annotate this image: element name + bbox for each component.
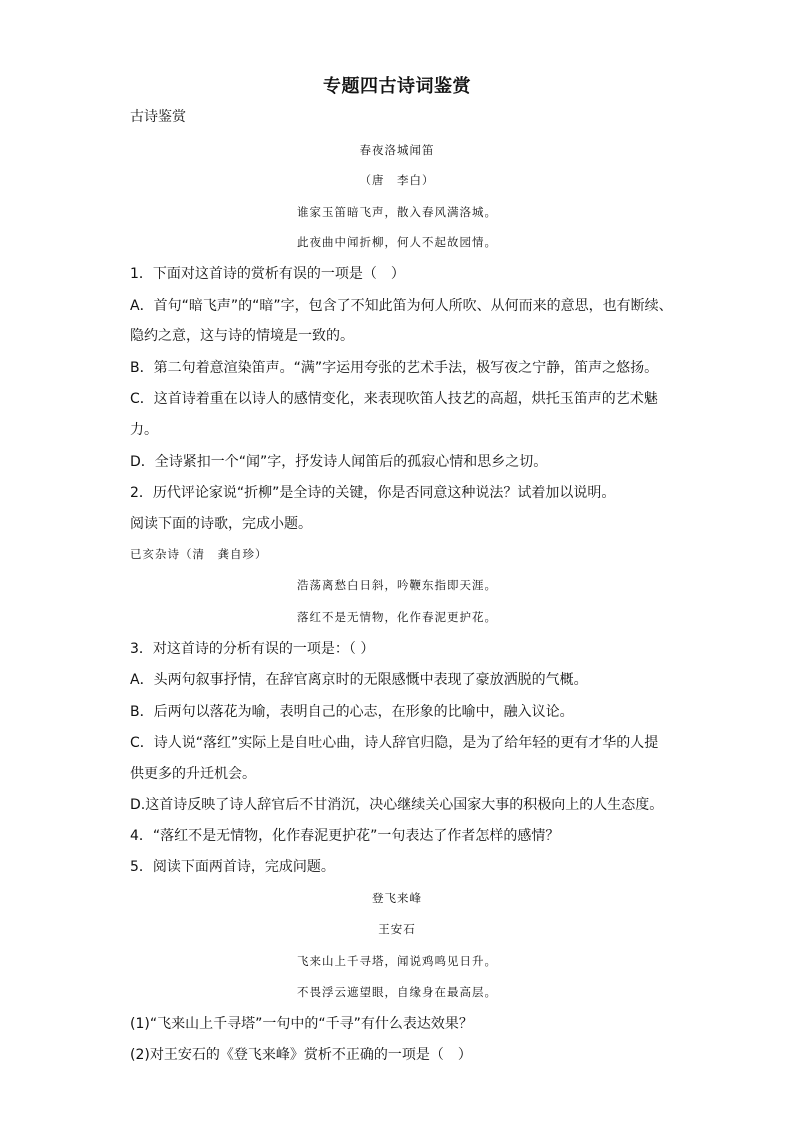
poem2-line: 浩荡离愁白日斜，吟鞭东指即天涯。 — [297, 578, 497, 592]
question-1-option-a: A．首句“暗飞声”的“暗”字，包含了不知此笛为何人所吹、从何而来的意思，也有断续、 — [130, 298, 673, 314]
question-5-sub-1: (1)“飞来山上千寻塔”一句中的“千寻”有什么表达效果？ — [130, 1016, 473, 1032]
question-5-sub-2: (2)对王安石的《登飞来峰》赏析不正确的一项是（ ） — [130, 1047, 472, 1063]
question-1-option-a-cont: 隐约之意，这与诗的情境是一致的。 — [130, 328, 354, 344]
question-4-stem: 4．“落红不是无情物，化作春泥更护花”一句表达了作者怎样的感情？ — [130, 828, 560, 844]
question-3-stem: 3．对这首诗的分析有误的一项是：（ ） — [130, 641, 375, 657]
poem2-line: 落红不是无情物，化作春泥更护花。 — [297, 610, 497, 624]
question-1-option-b: B．第二句着意渲染笛声。“满”字运用夸张的艺术手法，极写夜之宁静，笛声之悠扬。 — [130, 360, 659, 376]
section-heading: 古诗鉴赏 — [130, 109, 186, 125]
poem1-title: 春夜洛城闻笛 — [359, 143, 435, 157]
question-1-option-d: D．全诗紧扣一个“闻”字，抒发诗人闻笛后的孤寂心情和思乡之切。 — [130, 454, 548, 470]
poem3-line: 不畏浮云遮望眼，自缘身在最高层。 — [297, 985, 497, 999]
poem1-line: 此夜曲中闻折柳，何人不起故园情。 — [297, 235, 497, 249]
question-1-stem: 1．下面对这首诗的赏析有误的一项是（ ） — [130, 266, 405, 282]
poem3-title: 登飞来峰 — [372, 891, 422, 905]
poem3-author: 王安石 — [378, 922, 416, 936]
question-2-stem: 2．历代评论家说“折柳”是全诗的关键，你是否同意这种说法？试着加以说明。 — [130, 485, 616, 501]
poem3-line: 飞来山上千寻塔，闻说鸡鸣见日升。 — [297, 954, 497, 968]
question-3-option-a: A．头两句叙事抒情，在辞官离京时的无限感慨中表现了豪放洒脱的气概。 — [130, 672, 588, 688]
poem1-line: 谁家玉笛暗飞声，散入春风满洛城。 — [297, 205, 497, 219]
poem2-title: 已亥杂诗（清 龚自珍） — [130, 547, 268, 561]
question-1-option-c: C．这首诗着重在以诗人的感情变化，来表现吹笛人技艺的高超，烘托玉笛声的艺术魅 — [130, 391, 658, 407]
reading-instruction: 阅读下面的诗歌，完成小题。 — [130, 516, 312, 532]
poem1-author: （唐 李白） — [359, 173, 435, 187]
page-title: 专题四古诗词鉴赏 — [323, 76, 471, 97]
question-3-option-c: C．诗人说“落红”实际上是自吐心曲，诗人辞官归隐，是为了给年轻的更有才华的人提 — [130, 735, 659, 751]
question-3-option-b: B．后两句以落花为喻，表明自己的心志，在形象的比喻中，融入议论。 — [130, 704, 574, 720]
question-3-option-d: D.这首诗反映了诗人辞官后不甘消沉，决心继续关心国家大事的积极向上的人生态度。 — [130, 797, 664, 813]
question-5-stem: 5．阅读下面两首诗，完成问题。 — [130, 859, 335, 875]
question-1-option-c-cont: 力。 — [130, 422, 158, 438]
question-3-option-c-cont: 供更多的升迁机会。 — [130, 766, 256, 782]
